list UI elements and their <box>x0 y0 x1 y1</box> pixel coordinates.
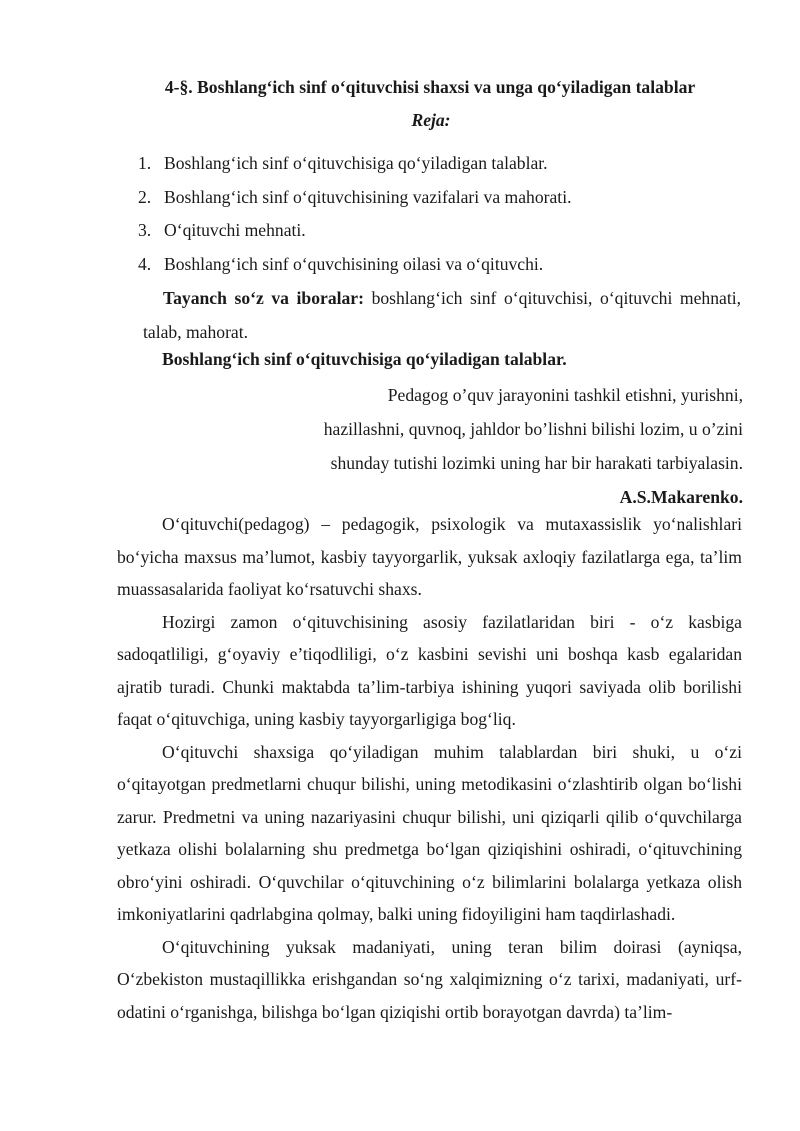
epigraph-line: Pedagog o’quv jarayonini tashkil etishni, yurishni, <box>387 385 743 405</box>
subsection-heading: Boshlang‘ich sinf o‘qituvchisiga qo‘yiladigan talablar. <box>162 349 567 369</box>
plan-item-text: Boshlang‘ich sinf o‘quvchisining oilasi va o‘qituvchi. <box>164 253 544 274</box>
body-paragraph: O‘qituvchining yuksak madaniyati, uning teran bilim doirasi (ayniqsa, O‘zbekiston mustaqillikka erishgandan so‘ng xalqimizning o‘z tarixi, madaniyati, urf-odatini o‘rganishga, bilishga bo‘lgan qiziqishi ortib borayotgan davrda) ta’lim- <box>117 936 742 1022</box>
keywords-text: boshlang‘ich sinf o‘qituvchisi, o‘qituvchi mehnati, talab, mahorat. <box>143 288 741 342</box>
body-paragraph: O‘qituvchi(pedagog) – pedagogik, psixologik va mutaxassislik yo‘nalishlari bo‘yicha maxsus ma’lumot, kasbiy tayyorgarlik, yuksak axloqiy fazilatlarga ega, ta’lim muassasalarida faoliyat ko‘rsatuvchi shaxs. <box>117 514 742 599</box>
plan-item-text: O‘qituvchi mehnati. <box>164 220 306 240</box>
plan-item-number: 2. <box>138 186 152 207</box>
epigraph-author: A.S.Makarenko. <box>619 487 743 507</box>
keywords-block <box>143 282 741 349</box>
body-paragraph: O‘qituvchi shaxsiga qo‘yiladigan muhim talablardan biri shuki, u o‘zi o‘qitayotgan predmetlarni chuqur bilishi, uning metodikasini o‘zlashtirib olgan bo‘lishi zarur. Predmetni va uning nazariyasini chuqur bilishi, uni qiziqarli qilib o‘quvchilarga yetkaza olishi bolalarning shu predmetga bo‘lgan qiziqishini oshiradi, o‘qituvchining obro‘yini oshiradi. O‘quvchilar o‘qituvchining o‘z bilimlarini bolalarga yetkaza olish imkoniyatlarini qadrlabgina qolmay, balki uning fidoyiligini ham taqdirlashadi. <box>117 741 742 924</box>
plan-heading: Reja: <box>411 110 451 130</box>
body-text <box>117 508 742 1028</box>
keywords-label: Tayanch so‘z va iboralar: <box>163 288 364 308</box>
epigraph <box>324 378 743 514</box>
plan-item-number: 1. <box>138 153 152 173</box>
plan-item-number: 4. <box>138 253 152 274</box>
plan-item-text: Boshlang‘ich sinf o‘qituvchisining vazifalari va mahorati. <box>164 186 572 207</box>
plan-list <box>138 151 571 285</box>
section-title: 4-§. Boshlang‘ich sinf o‘qituvchisi shaxsi va unga qo‘yiladigan talablar <box>164 77 696 97</box>
plan-item <box>138 185 571 219</box>
epigraph-line: hazillashni, quvnoq, jahldor bo’lishni bilishi lozim, u o’zini <box>323 419 743 439</box>
plan-item <box>138 252 571 286</box>
keywords-paragraph <box>143 282 741 349</box>
plan-item <box>138 218 571 252</box>
epigraph-line: shunday tutishi lozimki uning har bir harakati tarbiyalasin. <box>330 453 743 473</box>
plan-item-text: Boshlang‘ich sinf o‘qituvchisiga qo‘yiladigan talablar. <box>164 153 548 173</box>
plan-item <box>138 151 571 185</box>
body-paragraph: Hozirgi zamon o‘qituvchisining asosiy fazilatlaridan biri - o‘z kasbiga sadoqatliligi, g‘oyaviy e’tiqodliligi, o‘z kasbini sevishi uni boshqa kasb egalaridan ajratib turadi. Chunki maktabda ta’lim-tarbiya ishining yuqori saviyada olib borilishi faqat o‘qituvchiga, uning kasbiy tayyorgarligiga bog‘liq. <box>117 611 742 729</box>
plan-item-number: 3. <box>138 220 152 240</box>
